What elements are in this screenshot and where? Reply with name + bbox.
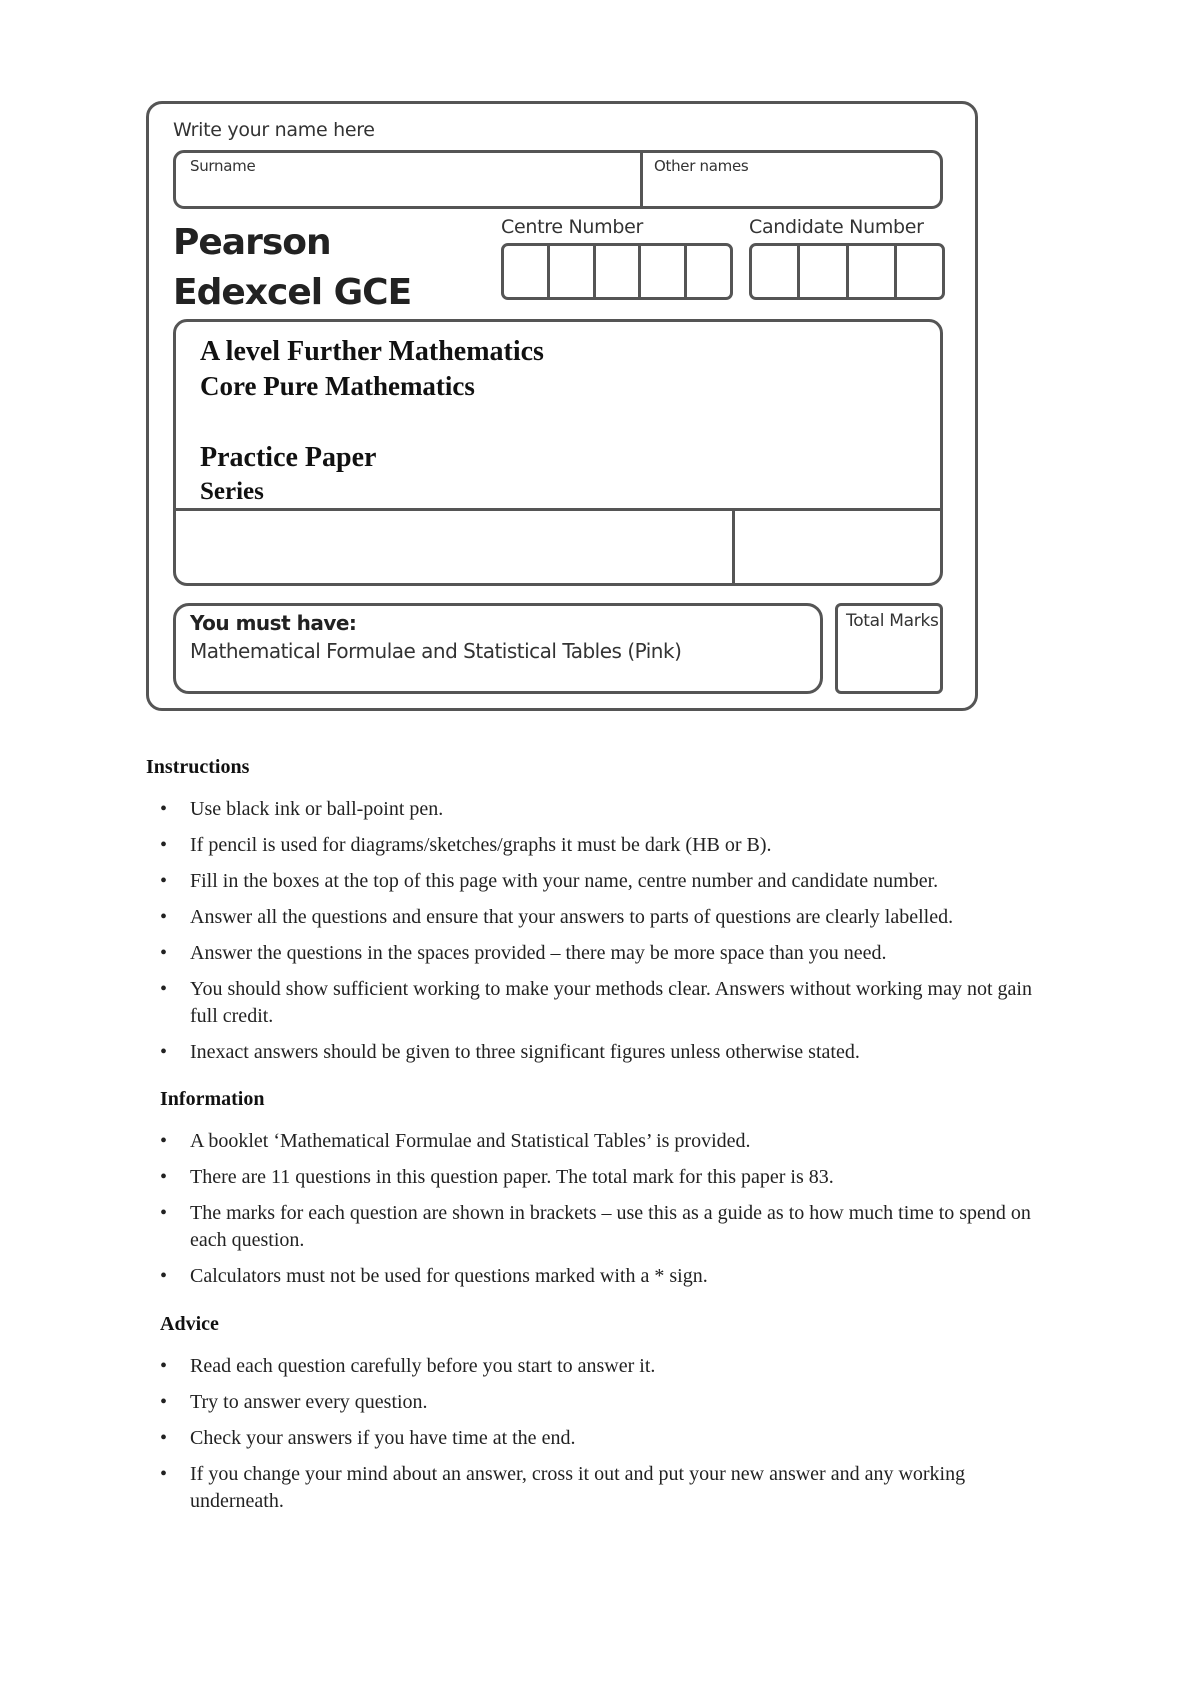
centre-digit-box[interactable] — [504, 246, 550, 297]
list-item: • Try to answer every question. — [160, 1389, 1060, 1416]
centre-digit-box[interactable] — [550, 246, 596, 297]
centre-number-label: Centre Number — [501, 216, 643, 238]
title-divider-vertical — [732, 508, 735, 586]
centre-digit-box[interactable] — [687, 246, 730, 297]
advice-list — [160, 1353, 1060, 1515]
paper-title-box — [173, 319, 943, 586]
brand-line-2: Edexcel GCE — [173, 272, 412, 313]
list-item: • The marks for each question are shown in brackets – use this as a guide as to how much time to spend on each question. — [160, 1200, 1060, 1254]
list-item: • Inexact answers should be given to three significant figures unless otherwise stated. — [160, 1039, 1060, 1066]
list-item: • A booklet ‘Mathematical Formulae and Statistical Tables’ is provided. — [160, 1128, 1060, 1155]
paper-title-line-2: Core Pure Mathematics — [200, 371, 475, 401]
surname-field[interactable]: Surname — [190, 157, 256, 175]
must-have-box — [173, 603, 823, 694]
centre-number-boxes — [501, 243, 733, 300]
list-item: • Use black ink or ball-point pen. — [160, 796, 1060, 823]
brand-line-1: Pearson — [173, 222, 331, 263]
candidate-digit-box[interactable] — [752, 246, 800, 297]
other-names-field[interactable]: Other names — [654, 157, 749, 175]
brand-logo — [173, 218, 411, 318]
instructions-list — [160, 796, 1060, 1066]
list-item: • Answer the questions in the spaces provided – there may be more space than you need. — [160, 940, 1060, 967]
advice-heading: Advice — [160, 1313, 219, 1335]
centre-digit-box[interactable] — [641, 246, 687, 297]
centre-digit-box[interactable] — [596, 246, 642, 297]
list-item: • There are 11 questions in this question paper. The total mark for this paper is 83. — [160, 1164, 1060, 1191]
information-list — [160, 1128, 1060, 1290]
instructions-heading: Instructions — [146, 756, 250, 778]
name-box — [173, 150, 943, 209]
list-item: • Read each question carefully before you start to answer it. — [160, 1353, 1060, 1380]
list-item: • Calculators must not be used for questions marked with a * sign. — [160, 1263, 1060, 1290]
list-item: • If pencil is used for diagrams/sketches/graphs it must be dark (HB or B). — [160, 832, 1060, 859]
name-divider — [640, 153, 643, 206]
candidate-digit-box[interactable] — [800, 246, 848, 297]
list-item: • If you change your mind about an answer, cross it out and put your new answer and any working underneath. — [160, 1461, 1060, 1515]
candidate-number-label: Candidate Number — [749, 216, 924, 238]
candidate-digit-box[interactable] — [897, 246, 942, 297]
paper-title-line-3: Practice Paper — [200, 442, 377, 473]
write-name-label: Write your name here — [173, 119, 375, 141]
must-have-text: Mathematical Formulae and Statistical Tables (Pink) — [190, 639, 682, 663]
paper-title-line-4: Series — [200, 478, 264, 505]
list-item: • Fill in the boxes at the top of this page with your name, centre number and candidate number. — [160, 868, 1060, 895]
must-have-title: You must have: — [190, 611, 357, 635]
title-divider — [176, 508, 940, 511]
list-item: • Check your answers if you have time at the end. — [160, 1425, 1060, 1452]
cover-sheet — [146, 101, 978, 711]
total-marks-box[interactable] — [835, 603, 943, 694]
list-item: • Answer all the questions and ensure that your answers to parts of questions are clearly labelled. — [160, 904, 1060, 931]
candidate-number-boxes — [749, 243, 945, 300]
paper-title-line-1: A level Further Mathematics — [200, 336, 544, 367]
total-marks-label: Total Marks — [846, 611, 939, 631]
information-heading: Information — [160, 1088, 265, 1110]
list-item: • You should show sufficient working to make your methods clear. Answers without working may not gain full credit. — [160, 976, 1060, 1030]
candidate-digit-box[interactable] — [849, 246, 897, 297]
